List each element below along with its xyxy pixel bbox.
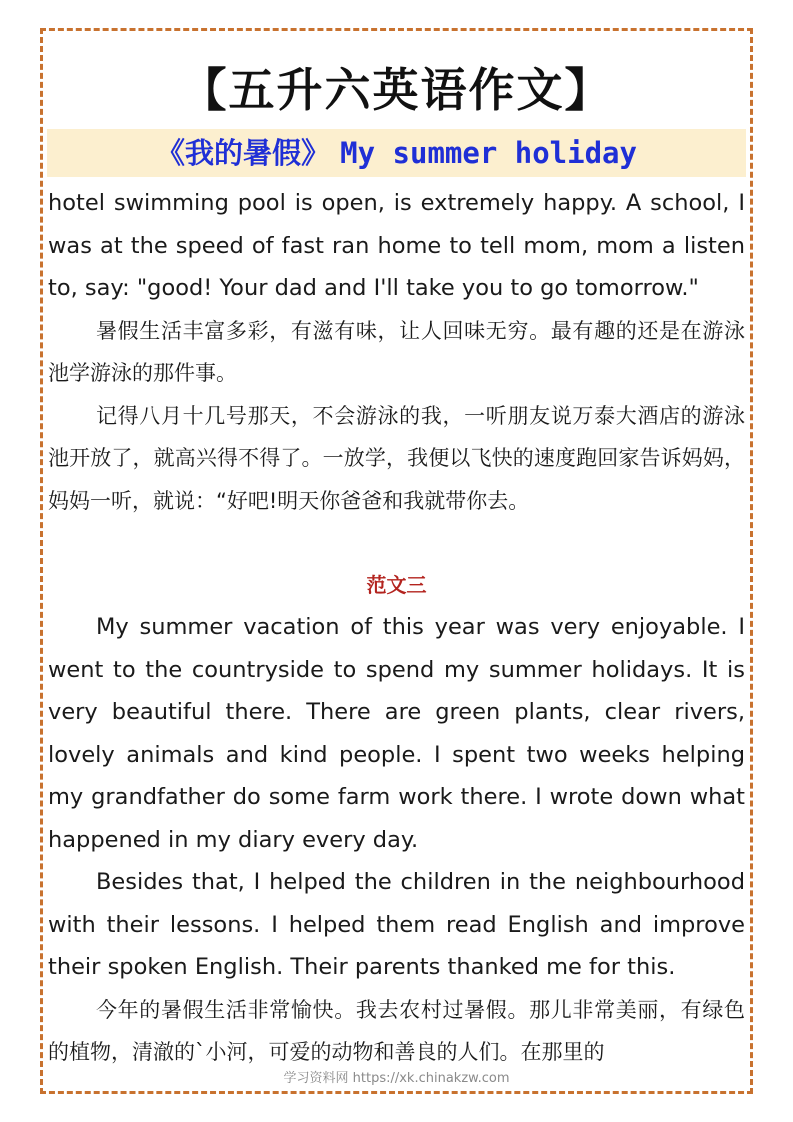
paragraph-english-2: Besides that, I helped the children in the neighbourhood with their lessons. I helped them read English and improve their spoken English. Their parents thanked me for this.: [48, 869, 745, 980]
subtitle-chinese: 《我的暑假》: [156, 136, 331, 170]
section-spacer: [48, 522, 745, 564]
subtitle: [47, 129, 746, 177]
page-title: 【五升六英语作文】: [180, 63, 613, 117]
essay-body: [48, 182, 745, 1074]
paragraph-chinese-3: 今年的暑假生活非常愉快。我去农村过暑假。那儿非常美丽，有绿色的植物，清澈的`小河，可爱的动物和善良的人们。在那里的: [48, 997, 745, 1064]
section-heading: 范文三: [366, 573, 427, 597]
watermark-footer: 学习资料网 https://xk.chinakzw.com: [283, 1071, 510, 1086]
paragraph-chinese-1: 暑假生活丰富多彩，有滋有味，让人回味无穷。最有趣的还是在游泳池学游泳的那件事。: [48, 318, 745, 385]
subtitle-english: My summer holiday: [340, 136, 637, 170]
paragraph-english-1: My summer vacation of this year was very enjoyable. I went to the countryside to spend my summer holidays. It is very beautiful there. There are green plants, clear rivers, lovely animals and kind people. I spent two weeks helping my grandfather do some farm work there. I wrote down what happened in my diary every day.: [48, 614, 745, 853]
paragraph-english-continuation: hotel swimming pool is open, is extremely happy. A school, I was at the speed of fast ran home to tell mom, mom a listen to, say: "good! Your dad and I'll take you to go tomorrow.": [48, 190, 745, 301]
paragraph-chinese-2: 记得八月十几号那天，不会游泳的我，一听朋友说万泰大酒店的游泳池开放了，就高兴得不得了。一放学，我便以飞快的速度跑回家告诉妈妈，妈妈一听，就说：“好吧!明天你爸爸和我就带你去。: [48, 403, 745, 513]
